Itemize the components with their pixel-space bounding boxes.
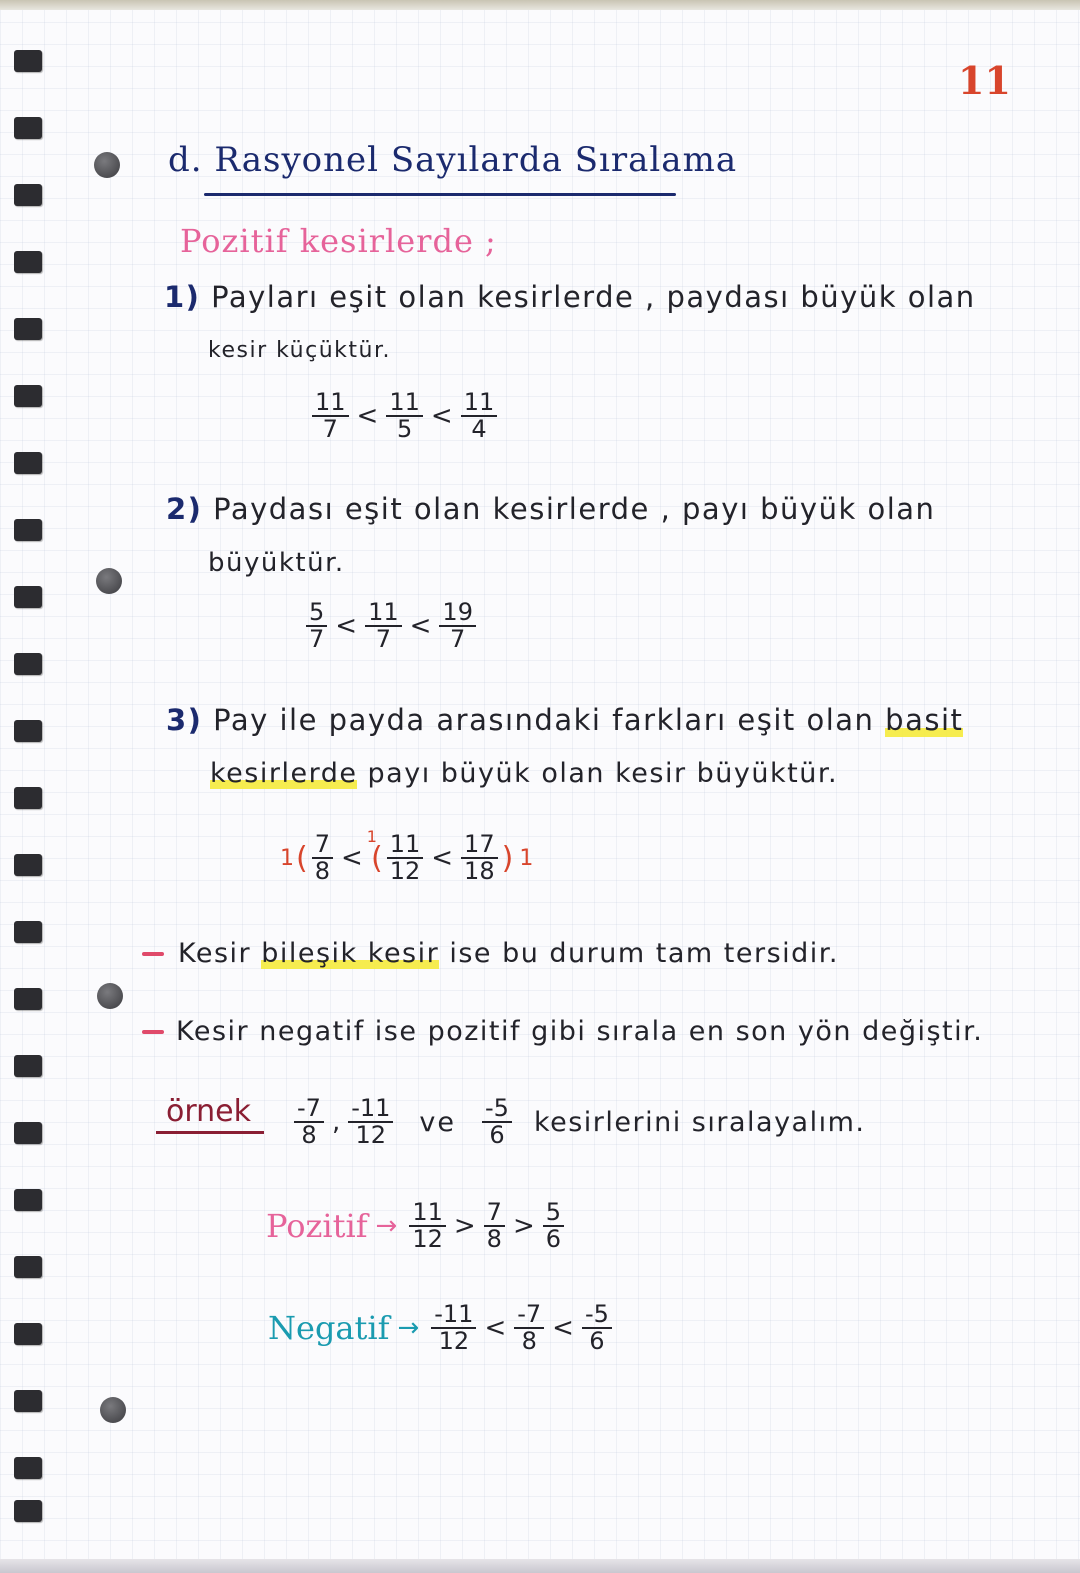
binding-hole [14, 50, 42, 72]
fraction [439, 600, 476, 652]
title-underline [204, 193, 676, 196]
binding-hole [14, 921, 42, 943]
greater-than: > [512, 1211, 535, 1242]
numerator: 11 [461, 390, 498, 417]
fraction [543, 1200, 564, 1252]
difference-mark: 1 [280, 845, 294, 871]
rule-1-continuation: kesir küçüktür. [208, 338, 391, 363]
denominator: 5 [396, 415, 413, 444]
binding-hole [14, 452, 42, 474]
fraction [387, 832, 424, 884]
negative-ordering [268, 1302, 616, 1354]
rule-text: Payları eşit olan kesirlerde , paydası büyük olan [211, 280, 976, 314]
punch-hole [100, 1397, 126, 1423]
binding-hole [14, 184, 42, 206]
rule-2-continuation: büyüktür. [208, 548, 345, 578]
denominator: 8 [486, 1225, 502, 1254]
note-1 [178, 938, 839, 969]
fraction [312, 832, 333, 884]
binding-hole [14, 787, 42, 809]
note-dash [142, 1030, 164, 1034]
denominator: 8 [521, 1327, 537, 1356]
rule-1-example [308, 390, 501, 442]
denominator: 6 [589, 1327, 605, 1356]
binding-hole [14, 988, 42, 1010]
less-than: < [552, 1313, 574, 1344]
rule-3-example [280, 826, 534, 886]
less-than: < [430, 401, 453, 432]
numerator: 11 [386, 390, 423, 417]
denominator: 12 [355, 1121, 387, 1150]
binding-hole [14, 653, 42, 675]
note-dash [142, 952, 164, 956]
denominator: 6 [489, 1121, 505, 1150]
numerator: -11 [348, 1096, 393, 1123]
arrow-icon: → [397, 1313, 420, 1344]
example-underline [156, 1131, 264, 1134]
binding-hole [14, 586, 42, 608]
rule-2-example [302, 600, 480, 652]
numerator: -5 [582, 1302, 612, 1329]
denominator: 7 [450, 625, 466, 654]
bottom-edge [0, 1559, 1080, 1573]
rule-3-continuation [210, 758, 838, 789]
fraction [582, 1302, 612, 1354]
page-title: d. Rasyonel Sayılarda Sıralama [168, 140, 738, 180]
denominator: 12 [389, 857, 421, 886]
numerator: 11 [387, 832, 424, 859]
punch-hole [96, 568, 122, 594]
denominator: 8 [301, 1121, 317, 1150]
binding-hole [14, 1500, 42, 1522]
binding-hole [14, 318, 42, 340]
numerator: 17 [461, 832, 498, 859]
denominator: 7 [322, 415, 338, 444]
fraction [348, 1096, 393, 1148]
binding-hole [14, 720, 42, 742]
denominator: 18 [464, 857, 495, 886]
fraction [386, 390, 423, 442]
numerator: 7 [484, 1200, 505, 1227]
binding-hole [14, 519, 42, 541]
conjunction: ve [419, 1106, 456, 1138]
rule-number: 2) [166, 492, 203, 526]
example-label: örnek [166, 1094, 252, 1129]
denominator: 12 [438, 1327, 470, 1356]
positive-label: Pozitif [266, 1207, 368, 1246]
rule-text: payı büyük olan kesir büyüktür. [357, 758, 839, 789]
fraction [514, 1302, 544, 1354]
binding-hole [14, 251, 42, 273]
binding-hole [14, 1390, 42, 1412]
binding-hole [14, 1323, 42, 1345]
rule-2 [166, 492, 935, 526]
binding-hole [14, 854, 42, 876]
close-bracket: ) [501, 840, 514, 876]
note-text: ise bu durum tam tersidir. [439, 938, 839, 969]
denominator: 4 [471, 415, 487, 444]
rule-number: 1) [164, 280, 201, 314]
comma: , [331, 1107, 341, 1138]
binding-hole [14, 117, 42, 139]
rule-text: Pay ile payda arasındaki farkları eşit olan [213, 703, 886, 737]
numerator: 5 [306, 600, 327, 627]
rule-text: Paydası eşit olan kesirlerde , payı büyük olan [213, 492, 936, 526]
numerator: 11 [312, 390, 349, 417]
rule-number: 3) [166, 703, 203, 737]
spiral-binding [12, 0, 48, 1573]
fraction [365, 600, 402, 652]
fraction [409, 1200, 446, 1252]
punch-hole [97, 983, 123, 1009]
open-bracket: ( [296, 840, 308, 876]
fraction [306, 600, 327, 652]
numerator: -7 [514, 1302, 544, 1329]
denominator: 8 [314, 857, 330, 886]
fraction [431, 1302, 476, 1354]
greater-than: > [453, 1211, 476, 1242]
less-than: < [431, 843, 454, 874]
fraction [294, 1096, 324, 1148]
denominator: 7 [375, 625, 391, 654]
numerator: 19 [439, 600, 476, 627]
less-than: < [484, 1313, 507, 1344]
difference-mark: 1 [519, 845, 534, 871]
numerator: -11 [431, 1302, 476, 1329]
binding-hole [14, 1055, 42, 1077]
example-text: kesirlerini sıralayalım. [533, 1106, 866, 1138]
difference-mark: 1 [366, 826, 377, 846]
top-edge [0, 0, 1080, 10]
binding-hole [14, 385, 42, 407]
positive-ordering [266, 1200, 568, 1252]
rule-1 [164, 280, 976, 314]
highlighted-term: bileşik kesir [261, 938, 440, 969]
page-number: 11 [958, 58, 1011, 103]
highlighted-term: basit [885, 703, 964, 737]
open-bracket: ( [370, 840, 383, 876]
less-than: < [356, 401, 379, 432]
binding-hole [14, 1189, 42, 1211]
numerator: 7 [312, 832, 333, 859]
denominator: 7 [309, 625, 325, 654]
rule-3 [166, 703, 963, 737]
fraction [484, 1200, 505, 1252]
note-2: Kesir negatif ise pozitif gibi sırala en son yön değiştir. [176, 1016, 984, 1047]
numerator: 11 [365, 600, 402, 627]
numerator: 11 [409, 1200, 446, 1227]
binding-hole [14, 1457, 42, 1479]
highlighted-term: kesirlerde [210, 758, 358, 789]
less-than: < [341, 843, 363, 874]
arrow-icon: → [375, 1211, 398, 1242]
less-than: < [409, 611, 432, 642]
subheading: Pozitif kesirlerde ; [180, 222, 497, 260]
binding-hole [14, 1256, 42, 1278]
example-statement [290, 1096, 865, 1148]
negative-label: Negatif [268, 1309, 390, 1348]
binding-hole [14, 1122, 42, 1144]
fraction [312, 390, 349, 442]
fraction [461, 832, 498, 884]
less-than: < [335, 611, 358, 642]
note-text: Kesir [178, 938, 262, 969]
fraction [482, 1096, 512, 1148]
numerator: -7 [294, 1096, 324, 1123]
numerator: -5 [482, 1096, 512, 1123]
punch-hole [94, 152, 120, 178]
numerator: 5 [543, 1200, 564, 1227]
fraction [461, 390, 498, 442]
denominator: 12 [412, 1225, 443, 1254]
denominator: 6 [545, 1225, 562, 1254]
